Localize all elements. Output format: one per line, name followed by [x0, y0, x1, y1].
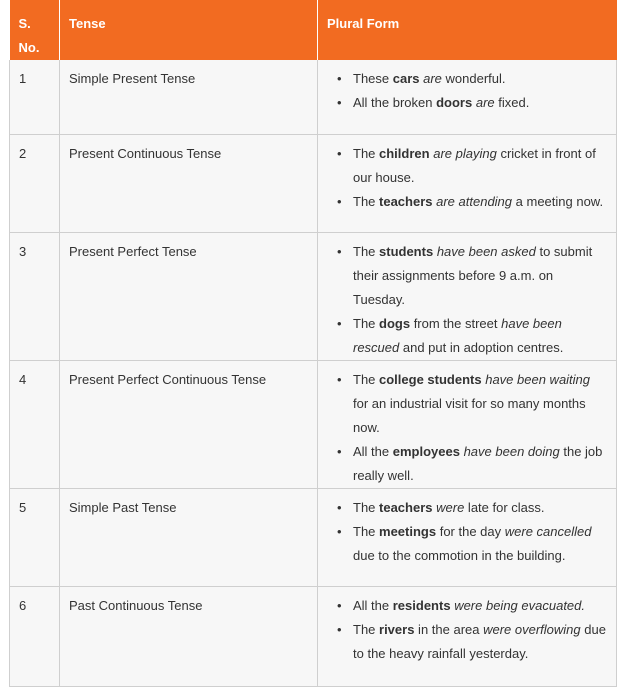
sentence-text: wonderful.	[441, 71, 506, 86]
sentence-text: The	[353, 145, 380, 161]
row-number: 5	[10, 488, 60, 586]
plural-noun: teachers	[379, 193, 433, 209]
sentence-text: The	[353, 499, 380, 515]
row-plural-form	[318, 232, 617, 360]
plural-sentence	[343, 440, 607, 488]
header-sno-line2: No.	[18, 40, 40, 55]
row-number: 4	[10, 360, 60, 488]
sentence-text: cricket in front of our house.	[353, 145, 596, 185]
plural-sentence-list	[327, 594, 607, 666]
plural-verb: were	[436, 499, 465, 515]
row-plural-form	[318, 586, 617, 686]
row-number: 2	[10, 134, 60, 232]
plural-noun: children	[379, 145, 430, 161]
row-number: 6	[10, 586, 60, 686]
plural-verb: are attending	[436, 193, 513, 209]
plural-sentence	[343, 520, 607, 568]
sentence-text: The	[353, 371, 380, 387]
header-tense: Tense	[60, 0, 318, 60]
row-plural-form	[318, 134, 617, 232]
table-row	[10, 360, 617, 488]
plural-sentence-list	[327, 496, 607, 568]
plural-noun: residents	[392, 597, 451, 613]
row-tense: Present Perfect Continuous Tense	[60, 360, 318, 488]
plural-noun: rivers	[379, 621, 415, 637]
sentence-text: from the street	[410, 315, 502, 331]
row-tense: Simple Present Tense	[60, 60, 318, 134]
table-header	[10, 0, 617, 60]
sentence-text: The	[353, 315, 380, 331]
sentence-text: All the	[353, 597, 393, 613]
plural-noun: dogs	[379, 315, 411, 331]
sentence-text: All the	[353, 443, 393, 459]
tense-plural-table	[9, 0, 617, 687]
plural-sentence	[343, 594, 607, 618]
plural-sentence	[343, 368, 607, 440]
plural-sentence-list	[327, 142, 607, 214]
plural-noun: meetings	[379, 523, 437, 539]
table-row	[10, 232, 617, 360]
plural-sentence-list	[327, 67, 607, 115]
plural-sentence	[343, 190, 607, 214]
header-row	[10, 0, 617, 60]
plural-verb: were cancelled	[504, 523, 592, 539]
plural-sentence	[343, 142, 607, 190]
plural-verb: have been doing	[463, 443, 560, 459]
plural-verb: are	[423, 71, 442, 86]
plural-sentence-list	[327, 368, 607, 488]
tense-plural-table-container	[9, 0, 616, 687]
plural-verb: are	[475, 95, 495, 110]
sentence-text: a meeting now.	[512, 193, 604, 209]
plural-verb: are playing	[433, 145, 497, 161]
sentence-text: The	[353, 193, 380, 209]
table-body	[10, 60, 617, 686]
plural-verb: have been asked	[436, 243, 536, 259]
sentence-text: All the broken	[353, 95, 437, 110]
table-row	[10, 586, 617, 686]
sentence-text: for an industrial visit for so many months now.	[353, 395, 586, 435]
plural-noun: college students	[379, 371, 482, 387]
plural-sentence	[343, 496, 607, 520]
sentence-text: These	[353, 71, 393, 86]
plural-sentence-list	[327, 240, 607, 360]
plural-noun: students	[379, 243, 434, 259]
plural-sentence	[343, 91, 607, 115]
row-plural-form	[318, 360, 617, 488]
table-row	[10, 134, 617, 232]
header-sno	[10, 0, 60, 60]
sentence-text: in the area	[414, 621, 484, 637]
plural-sentence	[343, 312, 607, 360]
row-number: 3	[10, 232, 60, 360]
plural-verb: were being evacuated.	[454, 597, 585, 613]
plural-noun: cars	[392, 71, 420, 86]
sentence-text: The	[353, 621, 380, 637]
row-tense: Simple Past Tense	[60, 488, 318, 586]
sentence-text: due to the heavy rainfall yesterday.	[353, 621, 606, 661]
row-tense: Present Perfect Tense	[60, 232, 318, 360]
sentence-text: the job really well.	[353, 443, 603, 483]
plural-noun: employees	[392, 443, 460, 459]
sentence-text: due to the commotion in the building.	[353, 547, 566, 563]
row-plural-form	[318, 488, 617, 586]
plural-sentence	[343, 67, 607, 91]
table-row	[10, 60, 617, 134]
sentence-text: for the day	[436, 523, 505, 539]
sentence-text: fixed.	[494, 95, 530, 110]
plural-verb: have been rescued	[353, 315, 562, 355]
sentence-text: to submit their assignments before 9 a.m. on Tuesday.	[353, 243, 593, 307]
sentence-text: The	[353, 243, 380, 259]
header-plural-form: Plural Form	[318, 0, 617, 60]
sentence-text: late for class.	[464, 499, 545, 515]
plural-sentence	[343, 618, 607, 666]
table-row	[10, 488, 617, 586]
plural-noun: teachers	[379, 499, 433, 515]
row-number: 1	[10, 60, 60, 134]
plural-verb: have been waiting	[485, 371, 591, 387]
sentence-text: and put in adoption centres.	[399, 339, 564, 355]
row-tense: Past Continuous Tense	[60, 586, 318, 686]
plural-verb: were overflowing	[483, 621, 581, 637]
sentence-text: The	[353, 523, 380, 539]
row-plural-form	[318, 60, 617, 134]
header-sno-line1: S.	[18, 16, 31, 31]
plural-sentence	[343, 240, 607, 312]
row-tense: Present Continuous Tense	[60, 134, 318, 232]
plural-noun: doors	[436, 95, 473, 110]
